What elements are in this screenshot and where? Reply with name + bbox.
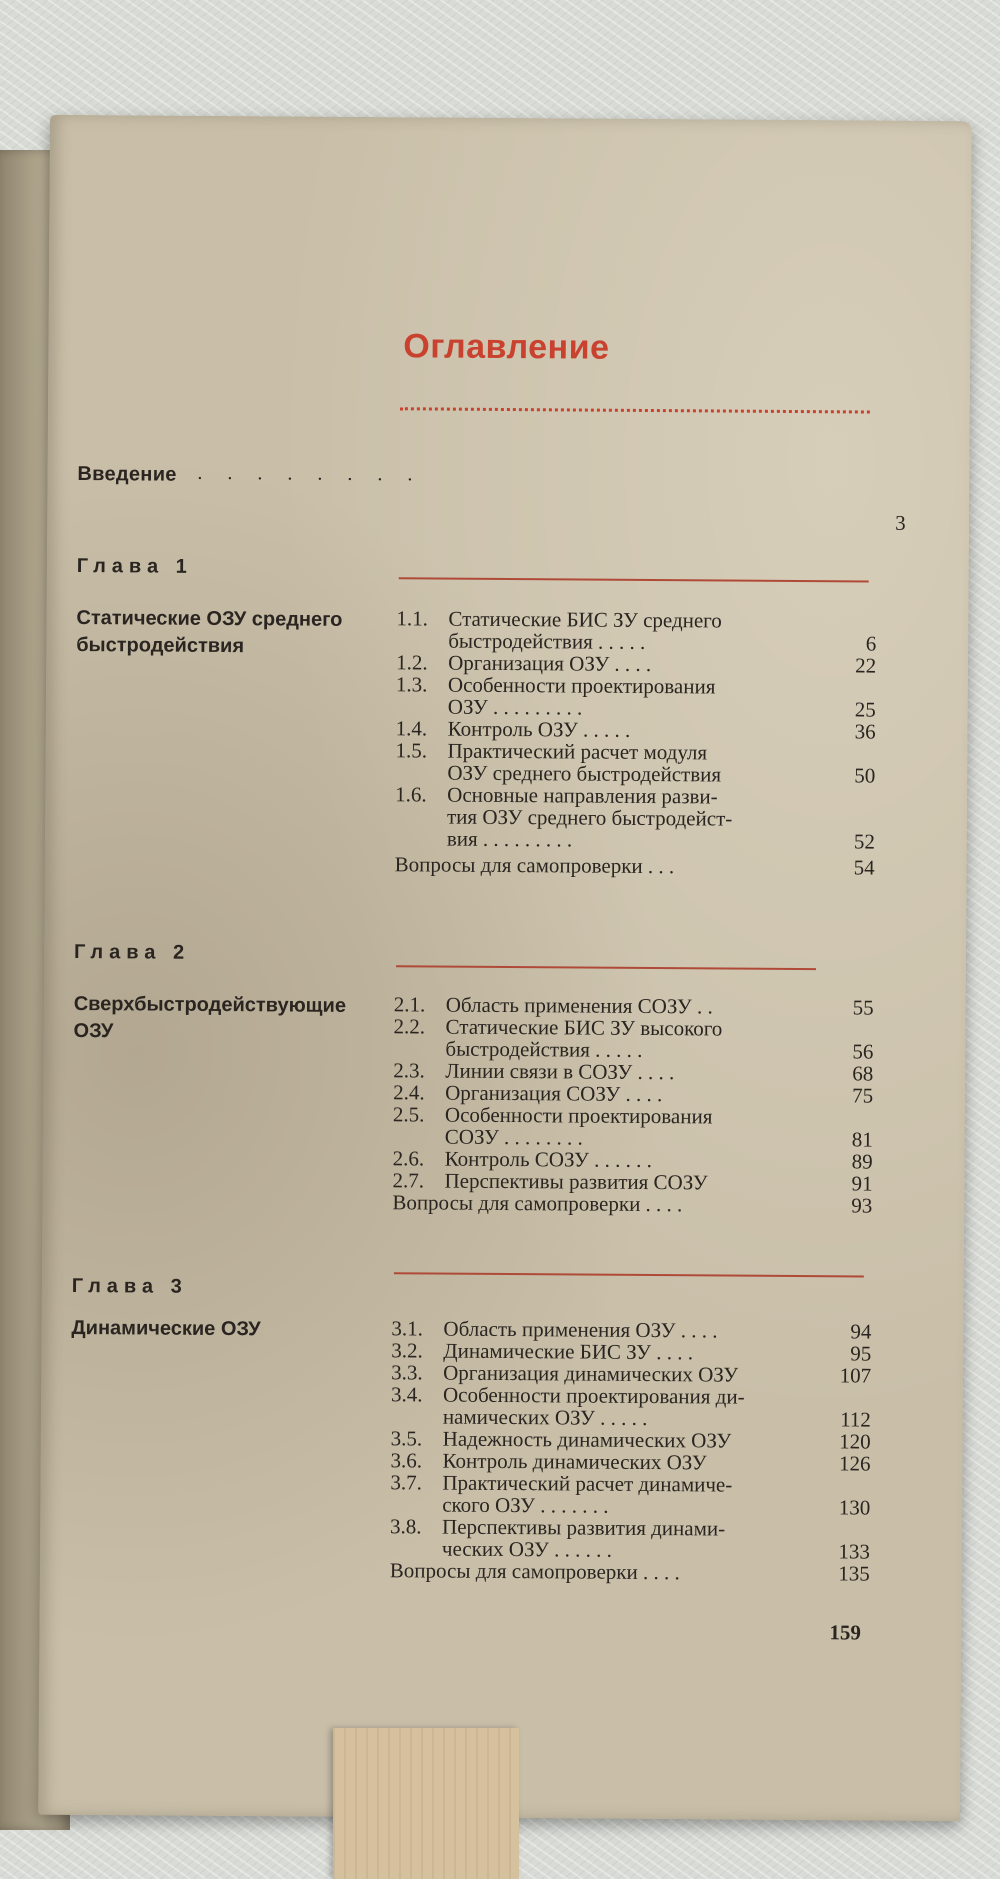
entry-number: 3.2. bbox=[391, 1338, 423, 1363]
entry-text: Вопросы для самопроверки . . . bbox=[394, 852, 675, 879]
entry-page: 54 bbox=[853, 855, 875, 880]
entry-page: 52 bbox=[853, 829, 875, 854]
entry-number: 1.5. bbox=[395, 738, 428, 763]
book-page bbox=[38, 115, 972, 1821]
intro-page-number: 3 bbox=[895, 510, 906, 535]
entry-text: Контроль динамических ОЗУ bbox=[442, 1448, 707, 1475]
entry-number: 3.1. bbox=[391, 1316, 424, 1341]
entry-number: 3.3. bbox=[391, 1360, 423, 1385]
entry-text: Практический расчет модуля ОЗУ среднего быстродействия bbox=[447, 738, 722, 787]
toc-entry bbox=[390, 1559, 870, 1584]
entry-number: 2.6. bbox=[392, 1146, 425, 1171]
entry-page: 89 bbox=[851, 1149, 873, 1174]
entry-number: 2.7. bbox=[392, 1168, 425, 1193]
chapter-2-rule bbox=[396, 965, 816, 970]
entry-number: 1.3. bbox=[395, 672, 428, 697]
chapter-2-name: Сверхбыстродействующие ОЗУ bbox=[73, 992, 347, 1043]
entry-page: 91 bbox=[851, 1171, 873, 1196]
toc-title: Оглавление bbox=[403, 327, 610, 367]
intro-label: Введение bbox=[77, 463, 177, 486]
toc-entry bbox=[392, 1191, 872, 1216]
entry-page: 112 bbox=[840, 1407, 871, 1432]
entry-page: 93 bbox=[851, 1193, 873, 1218]
toc-entry bbox=[391, 1383, 871, 1430]
toc-entry bbox=[393, 1015, 873, 1062]
entry-text: Контроль СОЗУ . . . . . . bbox=[444, 1146, 652, 1173]
entry-text: Надежность динамических ОЗУ bbox=[442, 1426, 732, 1453]
entry-page: 130 bbox=[838, 1495, 871, 1520]
entry-number: 2.4. bbox=[393, 1080, 425, 1105]
entry-page: 135 bbox=[838, 1561, 870, 1586]
chapter-3-label: Глава 3 bbox=[71, 1274, 188, 1298]
entry-page: 133 bbox=[838, 1539, 871, 1564]
wooden-bookmark bbox=[333, 1728, 519, 1879]
toc-entry bbox=[393, 1103, 873, 1150]
entry-text: Статические БИС ЗУ среднего быстродействия . . . . . bbox=[448, 606, 722, 654]
entry-number: 2.1. bbox=[393, 992, 426, 1017]
toc-entry bbox=[390, 1515, 870, 1562]
entry-text: Особенности проектирования СОЗУ . . . . . . . . bbox=[444, 1102, 713, 1150]
entry-text: Основные направления разви- тия ОЗУ среднего быстродейст- вия . . . . . . . . . bbox=[446, 782, 733, 852]
chapter-1-entries bbox=[395, 607, 877, 878]
entry-text: Линии связи в СОЗУ . . . . bbox=[445, 1058, 675, 1085]
intro-entry bbox=[77, 461, 906, 549]
toc-entry bbox=[395, 739, 875, 786]
entry-number: 2.3. bbox=[393, 1058, 425, 1083]
entry-text: Организация ОЗУ . . . . bbox=[448, 650, 652, 677]
entry-page: 56 bbox=[852, 1039, 874, 1064]
intro-leader-dots: . . . . . . . . bbox=[197, 461, 423, 486]
entry-page: 6 bbox=[865, 631, 877, 656]
entry-text: Область применения СОЗУ . . bbox=[445, 992, 713, 1019]
chapter-2-entries bbox=[392, 993, 874, 1216]
toc-entry bbox=[395, 783, 875, 852]
entry-text: Статические БИС ЗУ высокого быстродействия . . . . . bbox=[445, 1014, 723, 1062]
toc-entry bbox=[396, 607, 876, 654]
chapter-1-rule bbox=[399, 577, 869, 582]
entry-number: 1.4. bbox=[395, 716, 428, 741]
title-dotted-rule bbox=[400, 407, 870, 413]
entry-text: Организация СОЗУ . . . . bbox=[445, 1080, 663, 1107]
entry-text: Контроль ОЗУ . . . . . bbox=[447, 716, 631, 742]
toc-entry bbox=[395, 853, 875, 878]
chapter-1-name: Статические ОЗУ среднего быстродействия bbox=[76, 606, 343, 658]
entry-page: 94 bbox=[850, 1319, 872, 1344]
entry-text: Особенности проектирования ди- намических ОЗУ . . . . . bbox=[442, 1382, 745, 1431]
entry-page: 25 bbox=[854, 697, 876, 722]
entry-page: 68 bbox=[852, 1061, 874, 1086]
chapter-3-rule bbox=[394, 1272, 864, 1277]
entry-text: Область применения ОЗУ . . . . bbox=[443, 1316, 718, 1343]
entry-page: 126 bbox=[838, 1451, 871, 1476]
entry-page: 81 bbox=[851, 1127, 873, 1152]
chapter-2-label: Глава 2 bbox=[74, 940, 191, 964]
entry-text: Практический расчет динамиче- ского ОЗУ . . . . . . . bbox=[442, 1470, 733, 1518]
chapter-3-name: Динамические ОЗУ bbox=[71, 1316, 261, 1341]
chapter-1-label: Глава 1 bbox=[76, 555, 193, 578]
entry-page: 22 bbox=[855, 653, 877, 678]
entry-number: 3.6. bbox=[390, 1448, 423, 1473]
entry-page: 95 bbox=[850, 1341, 872, 1366]
entry-text: Перспективы развития динами- ческих ОЗУ . . . . . . bbox=[441, 1514, 726, 1562]
entry-number: 3.8. bbox=[390, 1514, 422, 1539]
entry-page: 75 bbox=[852, 1083, 874, 1108]
entry-number: 1.2. bbox=[396, 650, 428, 675]
toc-entry bbox=[390, 1471, 870, 1518]
entry-page: 55 bbox=[852, 995, 874, 1020]
entry-number: 3.5. bbox=[390, 1426, 423, 1451]
page-number: 159 bbox=[829, 1620, 861, 1645]
entry-number: 1.6. bbox=[395, 782, 427, 807]
entry-page: 36 bbox=[854, 719, 876, 744]
entry-page: 120 bbox=[839, 1429, 871, 1454]
entry-text: Динамические БИС ЗУ . . . . bbox=[443, 1338, 694, 1365]
entry-text: Организация динамических ОЗУ bbox=[443, 1360, 739, 1387]
entry-page: 50 bbox=[854, 763, 876, 788]
entry-text: Перспективы развития СОЗУ bbox=[444, 1168, 708, 1195]
entry-number: 1.1. bbox=[396, 606, 429, 631]
entry-text: Вопросы для самопроверки . . . . bbox=[389, 1558, 680, 1585]
entry-number: 2.5. bbox=[392, 1102, 425, 1127]
entry-text: Вопросы для самопроверки . . . . bbox=[392, 1190, 683, 1217]
chapter-3-entries bbox=[390, 1317, 872, 1584]
toc-entry bbox=[396, 673, 876, 720]
entry-page: 107 bbox=[839, 1363, 872, 1388]
entry-number: 3.4. bbox=[390, 1382, 423, 1407]
entry-text: Особенности проектирования ОЗУ . . . . . . . . . bbox=[447, 672, 716, 720]
entry-number: 3.7. bbox=[390, 1470, 422, 1495]
entry-number: 2.2. bbox=[393, 1014, 426, 1039]
